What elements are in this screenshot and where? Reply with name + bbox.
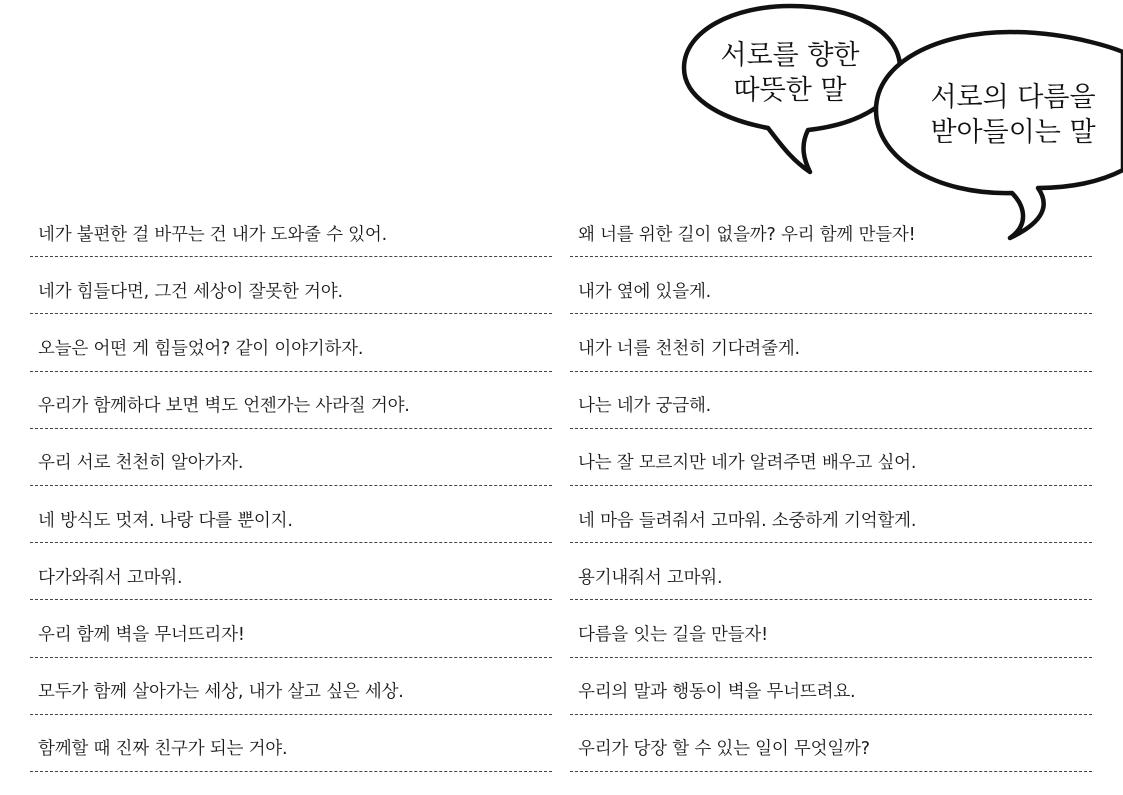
- phrase-list-right: [570, 200, 1092, 770]
- phrase-row: 우리 함께 벽을 무너뜨리자!: [30, 600, 552, 657]
- phrase-row: 네 마음 들려줘서 고마워. 소중하게 기억할게.: [570, 486, 1092, 543]
- phrase-row: 네 방식도 멋져. 나랑 다를 뿐이지.: [30, 486, 552, 543]
- bubble-right-text: [908, 80, 1118, 150]
- phrase-row: 우리의 말과 행동이 벽을 무너뜨려요.: [570, 658, 1092, 715]
- phrase-row: 우리 서로 천천히 알아가자.: [30, 429, 552, 486]
- phrase-row: 내가 너를 천천히 기다려줄게.: [570, 314, 1092, 371]
- bubble-right-line2: 받아들이는 말: [930, 117, 1096, 148]
- phrase-row: 네가 불편한 걸 바꾸는 건 내가 도와줄 수 있어.: [30, 200, 552, 257]
- phrase-row: 함께할 때 진짜 친구가 되는 거야.: [30, 715, 552, 772]
- bubble-left-line1: 서로를 향한: [720, 40, 860, 71]
- phrase-row: 다름을 잇는 길을 만들자!: [570, 600, 1092, 657]
- bubble-right-line1: 서로의 다름을: [930, 82, 1096, 113]
- phrase-row: 내가 옆에 있을게.: [570, 257, 1092, 314]
- phrase-row: 오늘은 어떤 게 힘들었어? 같이 이야기하자.: [30, 314, 552, 371]
- bubble-left-line2: 따뜻한 말: [733, 75, 847, 106]
- bubble-left-text: [700, 38, 880, 108]
- phrase-row: 우리가 함께하다 보면 벽도 언젠가는 사라질 거야.: [30, 372, 552, 429]
- phrase-row: 모두가 함께 살아가는 세상, 내가 살고 싶은 세상.: [30, 658, 552, 715]
- phrase-row: 나는 잘 모르지만 네가 알려주면 배우고 싶어.: [570, 429, 1092, 486]
- phrase-row: 왜 너를 위한 길이 없을까? 우리 함께 만들자!: [570, 200, 1092, 257]
- phrase-row: 다가와줘서 고마워.: [30, 543, 552, 600]
- phrase-row: 용기내줘서 고마워.: [570, 543, 1092, 600]
- phrase-list-left: [30, 200, 552, 770]
- phrase-row: 네가 힘들다면, 그건 세상이 잘못한 거야.: [30, 257, 552, 314]
- phrase-row: 우리가 당장 할 수 있는 일이 무엇일까?: [570, 715, 1092, 772]
- phrase-row: 나는 네가 궁금해.: [570, 372, 1092, 429]
